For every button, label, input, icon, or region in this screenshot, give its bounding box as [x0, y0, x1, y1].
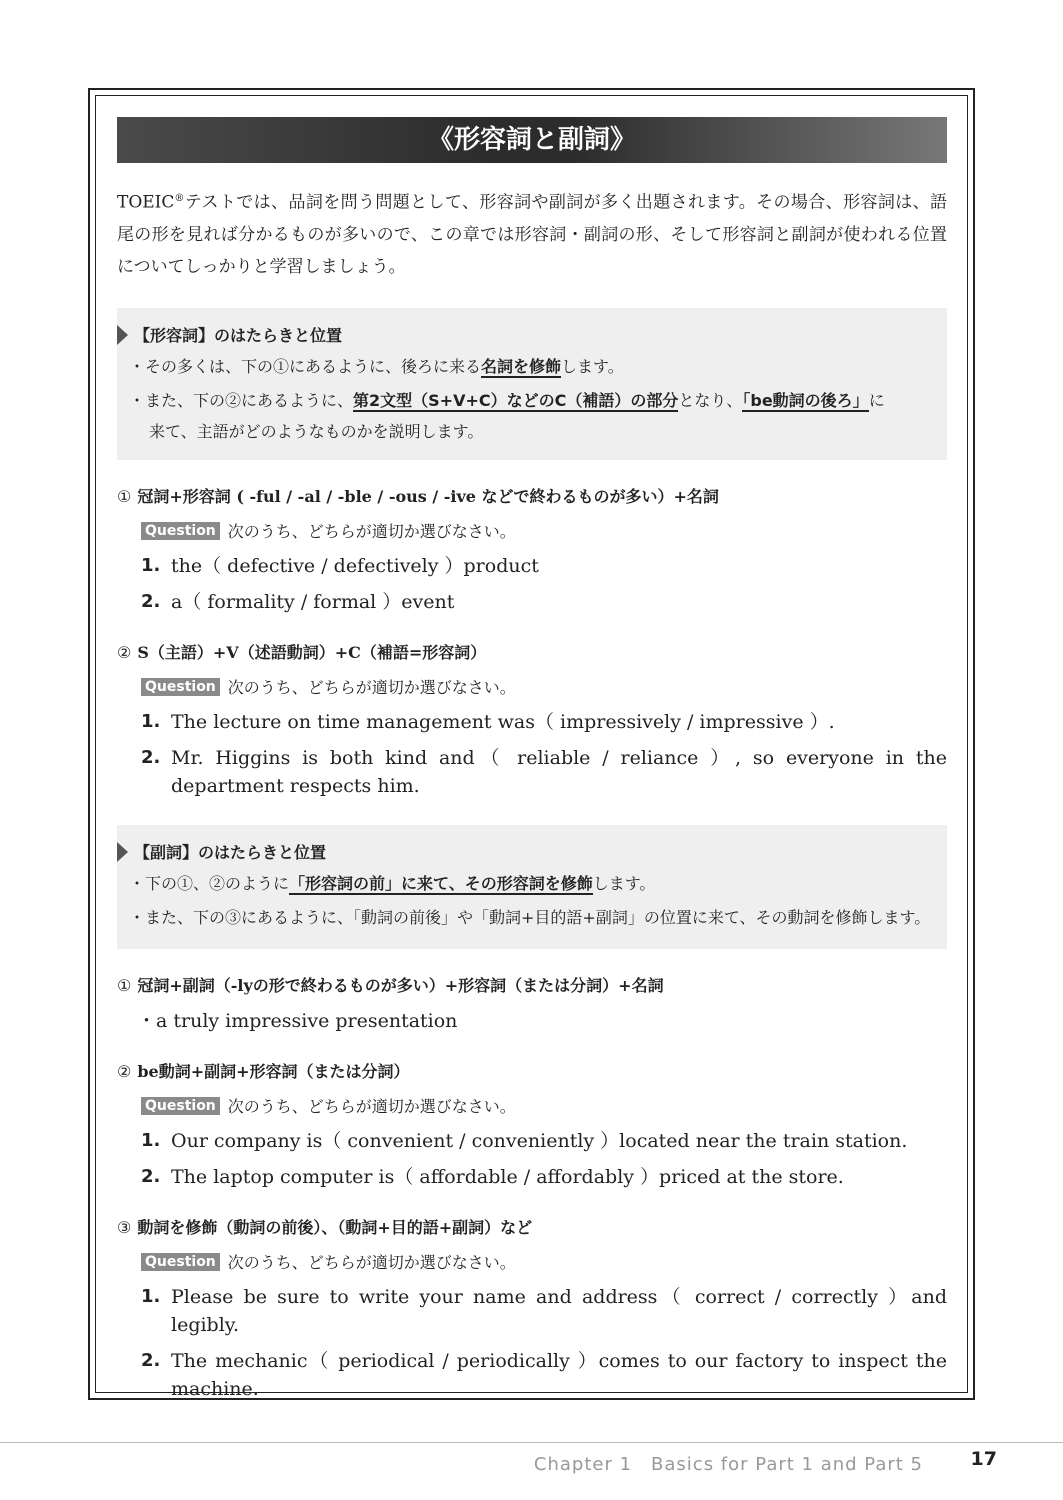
triangle-icon — [117, 325, 128, 345]
question-instruction: 次のうち、どちらが適切か選びなさい。 — [227, 522, 516, 542]
item-text: Our company is（ convenient / conveniently ）located near the train station. — [171, 1129, 908, 1152]
section-number: ② — [117, 1061, 132, 1081]
question-item — [141, 1163, 947, 1191]
section-title — [117, 484, 947, 510]
footer-chapter: Chapter 1 Basics for Part 1 and Part 5 — [533, 1454, 923, 1475]
question-badge: Question — [141, 1097, 220, 1115]
bullet-text: となり、 — [678, 390, 743, 410]
underlined-text: 名詞を修飾 — [481, 356, 562, 376]
question-item — [141, 1347, 947, 1403]
section-title — [117, 1215, 947, 1241]
example-phrase: ・a truly impressive presentation — [137, 1009, 458, 1032]
adverb-bullet-1 — [117, 867, 947, 901]
section-title — [117, 640, 947, 666]
question-instruction: 次のうち、どちらが適切か選びなさい。 — [227, 1253, 516, 1273]
bullet-text: します。 — [561, 356, 624, 376]
page-number: 17 — [970, 1448, 997, 1470]
underlined-text: 第2文型（S+V+C）などのC（補語）の部分 — [353, 390, 679, 410]
adjective-box — [117, 308, 947, 460]
bullet-text: ・下の①、②のように — [129, 873, 290, 893]
triangle-icon — [117, 842, 128, 862]
question-badge: Question — [141, 522, 220, 540]
item-number: 2. — [141, 1349, 161, 1371]
question-item — [141, 588, 947, 616]
underlined-text: 「be動詞の後ろ」 — [742, 390, 869, 410]
question-line — [141, 674, 947, 700]
item-text: the（ defective / defectively ）product — [171, 554, 539, 577]
item-text: Mr. Higgins is both kind and（ reliable / reliance ）, so everyone in the department respects him. — [171, 746, 947, 797]
item-number: 2. — [141, 590, 161, 612]
page-title: 《形容詞と副詞》 — [117, 117, 947, 163]
item-text: The lecture on time management was（ impressively / impressive ）. — [171, 710, 835, 733]
question-badge: Question — [141, 678, 220, 696]
adjective-heading — [117, 320, 947, 350]
underlined-text: 「形容詞の前」に来て、その形容詞を修飾 — [289, 873, 593, 893]
question-instruction: 次のうち、どちらが適切か選びなさい。 — [227, 678, 516, 698]
bullet-text: ・また、下の②にあるように、 — [129, 390, 354, 410]
section-title-text: S（主語）+V（述語動詞）+C（補語=形容詞） — [137, 642, 487, 662]
section-number: ② — [117, 642, 132, 662]
section-title-text: 冠詞+形容詞 ( -ful / -al / -ble / -ous / -ive などで終わるものが多い）+名詞 — [137, 486, 719, 506]
question-item — [141, 1127, 947, 1155]
adjective-heading-text: 【形容詞】のはたらきと位置 — [134, 326, 343, 346]
section-title-text: 冠詞+副詞（-lyの形で終わるものが多い）+形容詞（または分詞）+名詞 — [137, 975, 664, 995]
item-number: 1. — [141, 1129, 161, 1151]
question-badge: Question — [141, 1253, 220, 1271]
page-content — [117, 117, 947, 1403]
item-number: 2. — [141, 746, 161, 768]
section-title-text: 動詞を修飾（動詞の前後）、（動詞+目的語+副詞）など — [137, 1217, 533, 1237]
question-item — [141, 552, 947, 580]
footer-divider — [0, 1442, 1063, 1443]
item-number: 2. — [141, 1165, 161, 1187]
registered-mark: ® — [174, 193, 185, 204]
question-instruction: 次のうち、どちらが適切か選びなさい。 — [227, 1097, 516, 1117]
intro-text: テストでは、品詞を問う問題として、形容詞や副詞が多く出題されます。その場合、形容詞は、語尾の形を見れば分かるものが多いので、この章では形容詞・副詞の形、そして形容詞と副詞が使われる位置についてしっかりと学習しましょう。 — [117, 192, 947, 277]
adverb-box — [117, 825, 947, 949]
question-item — [141, 708, 947, 736]
bullet-text: に — [868, 390, 885, 410]
intro-toeic: TOEIC — [117, 192, 175, 213]
intro-paragraph — [117, 183, 947, 283]
section-number: ① — [117, 486, 132, 506]
question-item — [141, 1283, 947, 1339]
question-line — [141, 518, 947, 544]
question-line — [141, 1249, 947, 1275]
bullet-text: します。 — [592, 873, 656, 893]
bullet-text: ・その多くは、下の①にあるように、後ろに来る — [129, 356, 482, 376]
question-line — [141, 1093, 947, 1119]
section-title — [117, 973, 947, 999]
item-text: a（ formality / formal ）event — [171, 590, 455, 613]
adjective-bullet-2 — [117, 384, 947, 446]
adverb-bullet-2: ・また、下の③にあるように、「動詞の前後」や「動詞+目的語+副詞」の位置に来て、その動詞を修飾します。 — [129, 907, 931, 927]
section-number: ③ — [117, 1217, 132, 1237]
section-title — [117, 1059, 947, 1085]
bullet-continuation: 来て、主語がどのようなものかを説明します。 — [149, 421, 484, 441]
adjective-bullet-1 — [117, 350, 947, 384]
item-number: 1. — [141, 554, 161, 576]
adverb-heading — [117, 837, 947, 867]
section-number: ① — [117, 975, 132, 995]
item-text: The laptop computer is（ affordable / affordably ）priced at the store. — [171, 1165, 844, 1188]
item-number: 1. — [141, 710, 161, 732]
adverb-heading-text: 【副詞】のはたらきと位置 — [134, 843, 327, 863]
item-text: The mechanic（ periodical / periodically ）comes to our factory to inspect the machine. — [171, 1349, 947, 1400]
question-item — [141, 744, 947, 800]
item-text: Please be sure to write your name and address（ correct / correctly ）and legibly. — [171, 1285, 947, 1336]
section-title-text: be動詞+副詞+形容詞（または分詞） — [137, 1061, 410, 1081]
item-number: 1. — [141, 1285, 161, 1307]
